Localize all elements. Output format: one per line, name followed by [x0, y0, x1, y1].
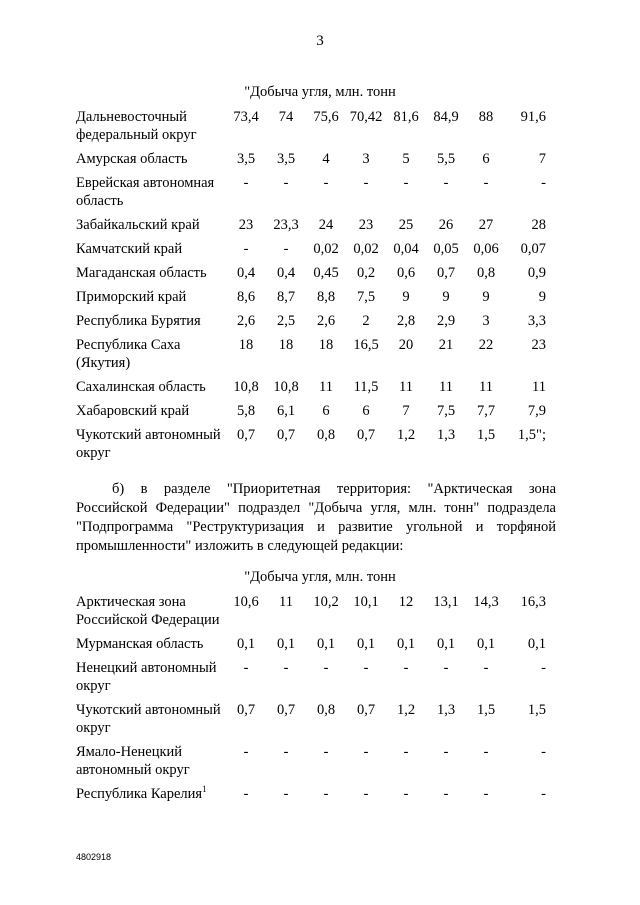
table-row	[76, 402, 548, 426]
value-cell: 0,7	[276, 702, 296, 718]
value-cell: -	[243, 175, 249, 191]
value-cell: 0,02	[353, 241, 379, 257]
value-cell: 0,4	[276, 265, 296, 281]
value-cell: 3,5	[236, 151, 256, 167]
value-cell: 0,1	[316, 636, 336, 652]
value-cell: 1,2	[396, 702, 416, 718]
value-cell: 10,2	[313, 594, 339, 610]
value-cell: 6	[362, 403, 370, 419]
value-cell: 7,5	[356, 289, 376, 305]
value-cell: 7	[538, 151, 546, 167]
value-cell: -	[363, 744, 369, 760]
value-cell: 0,7	[276, 427, 296, 443]
value-cell: -	[243, 744, 249, 760]
value-cell: -	[243, 241, 249, 257]
row-label: Дальневосточный федеральный округ	[76, 109, 197, 143]
value-cell: 16,3	[520, 594, 546, 610]
value-cell: -	[403, 744, 409, 760]
table-row	[76, 785, 548, 809]
value-cell: -	[483, 744, 489, 760]
row-label: Хабаровский край	[76, 403, 190, 419]
value-cell: 6	[482, 151, 490, 167]
row-label: Приморский край	[76, 289, 187, 305]
value-cell: 23,3	[273, 217, 299, 233]
value-cell: 0,7	[436, 265, 456, 281]
paragraph-line: промышленности" изложить в следующей редакции:	[76, 538, 404, 554]
table-row	[76, 108, 548, 150]
value-cell: -	[323, 744, 329, 760]
value-cell: -	[323, 786, 329, 802]
value-cell: 9	[482, 289, 490, 305]
amendment-paragraph	[76, 480, 556, 556]
value-cell: 12	[398, 594, 414, 610]
value-cell: 5,5	[436, 151, 456, 167]
value-cell: 23	[358, 217, 374, 233]
value-cell: 11,5	[353, 379, 379, 395]
value-cell: 3	[362, 151, 370, 167]
paragraph-line: Российской Федерации" подраздел "Добыча угля, млн. тонн" подраздела	[76, 500, 556, 516]
value-cell: 0,1	[527, 636, 546, 652]
row-label: Ненецкий автономный округ	[76, 660, 217, 694]
value-cell: -	[443, 175, 449, 191]
value-cell: 11	[479, 379, 493, 395]
value-cell: 11	[532, 379, 546, 395]
paragraph-line: "Подпрограмма "Реструктуризация и развитие угольной и торфяной	[76, 519, 556, 535]
value-cell: 11	[279, 594, 293, 610]
value-cell: -	[283, 744, 289, 760]
value-cell: 2,8	[396, 313, 416, 329]
value-cell: 27	[478, 217, 494, 233]
value-cell: -	[243, 786, 249, 802]
table-row	[76, 312, 548, 336]
value-cell: 23	[238, 217, 254, 233]
value-cell: 0,1	[276, 636, 296, 652]
value-cell: 8,8	[316, 289, 336, 305]
row-label: Республика Саха (Якутия)	[76, 337, 181, 371]
value-cell: 3,3	[527, 313, 546, 329]
document-id: 4802918	[76, 852, 112, 862]
value-cell: 73,4	[233, 109, 259, 125]
value-cell: 14,3	[473, 594, 499, 610]
value-cell: -	[283, 175, 289, 191]
value-cell: 0,02	[313, 241, 339, 257]
value-cell: 0,7	[236, 427, 256, 443]
value-cell: 70,42	[349, 109, 383, 125]
row-label: Мурманская область	[76, 636, 204, 652]
table1-heading: "Добыча угля, млн. тонн	[244, 84, 396, 100]
value-cell: -	[443, 786, 449, 802]
value-cell: -	[323, 660, 329, 676]
value-cell: 10,6	[233, 594, 259, 610]
value-cell: 18	[318, 337, 334, 353]
value-cell: -	[541, 786, 546, 802]
value-cell: 7,5	[436, 403, 456, 419]
footnote-mark: 1	[202, 784, 207, 795]
row-label: Ямало-Ненецкий автономный округ	[76, 744, 190, 778]
row-label: Арктическая зона Российской Федерации	[76, 594, 220, 628]
value-cell: 10,1	[353, 594, 379, 610]
value-cell: 2,6	[316, 313, 336, 329]
value-cell: 0,8	[316, 702, 336, 718]
table-row	[76, 216, 548, 240]
value-cell: -	[283, 241, 289, 257]
value-cell: 16,5	[353, 337, 379, 353]
value-cell: -	[403, 660, 409, 676]
value-cell: 2,6	[236, 313, 256, 329]
value-cell: 3,5	[276, 151, 296, 167]
value-cell: 18	[238, 337, 254, 353]
value-cell: 10,8	[233, 379, 259, 395]
table-row	[76, 635, 548, 659]
row-label: Амурская область	[76, 151, 188, 167]
table-row	[76, 288, 548, 312]
value-cell: 0,05	[433, 241, 459, 257]
value-cell: 0,7	[356, 427, 376, 443]
value-cell: 0,06	[473, 241, 499, 257]
value-cell: 1,3	[436, 702, 456, 718]
value-cell: -	[363, 660, 369, 676]
value-cell: 11	[439, 379, 453, 395]
value-cell: -	[363, 175, 369, 191]
value-cell: 81,6	[393, 109, 419, 125]
value-cell: -	[243, 660, 249, 676]
value-cell: 0,8	[476, 265, 496, 281]
value-cell: 10,8	[273, 379, 299, 395]
table-row	[76, 659, 548, 701]
value-cell: -	[483, 786, 489, 802]
value-cell: 0,07	[520, 241, 546, 257]
value-cell: 4	[322, 151, 330, 167]
value-cell: 0,7	[236, 702, 256, 718]
value-cell: 20	[398, 337, 414, 353]
value-cell: 18	[278, 337, 294, 353]
value-cell: 2,9	[436, 313, 456, 329]
value-cell: 0,4	[236, 265, 256, 281]
table-row	[76, 174, 548, 216]
paragraph-line: б) в разделе "Приоритетная территория: "Арктическая зона	[112, 481, 556, 497]
value-cell: 2	[362, 313, 370, 329]
row-label: Республика Карелия$^1$	[76, 784, 207, 802]
value-cell: -	[443, 660, 449, 676]
value-cell: 0,04	[393, 241, 419, 257]
value-cell: 0,1	[436, 636, 456, 652]
value-cell: 0,2	[356, 265, 376, 281]
value-cell: -	[283, 786, 289, 802]
value-cell: -	[483, 660, 489, 676]
table-row	[76, 701, 548, 743]
row-label: Еврейская автономная область	[76, 175, 215, 209]
value-cell: 22	[478, 337, 494, 353]
row-label: Забайкальский край	[76, 217, 200, 233]
value-cell: 5	[402, 151, 410, 167]
value-cell: 6	[322, 403, 330, 419]
value-cell: 28	[531, 217, 546, 233]
value-cell: 0,7	[356, 702, 376, 718]
table2-heading: "Добыча угля, млн. тонн	[244, 569, 396, 585]
table-row	[76, 743, 548, 785]
value-cell: 74	[278, 109, 294, 125]
value-cell: 1,5	[476, 427, 496, 443]
row-label: Чукотский автономный округ	[76, 702, 221, 736]
value-cell: 9	[442, 289, 450, 305]
value-cell: 0,9	[527, 265, 546, 281]
value-cell: 7,9	[527, 403, 546, 419]
value-cell: 24	[318, 217, 334, 233]
value-cell: 7	[402, 403, 410, 419]
value-cell: 9	[538, 289, 546, 305]
value-cell: -	[443, 744, 449, 760]
value-cell: -	[283, 660, 289, 676]
value-cell: 13,1	[433, 594, 459, 610]
value-cell: 3	[482, 313, 490, 329]
row-label: Сахалинская область	[76, 379, 206, 395]
value-cell: 0,1	[356, 636, 376, 652]
value-cell: 1,5	[476, 702, 496, 718]
coal-table-far-east	[76, 108, 548, 468]
value-cell: 21	[438, 337, 454, 353]
value-cell: 75,6	[313, 109, 339, 125]
value-cell: 0,1	[396, 636, 416, 652]
value-cell: 26	[438, 217, 454, 233]
table-row	[76, 150, 548, 174]
row-label: Республика Бурятия	[76, 313, 201, 329]
value-cell: 23	[531, 337, 546, 353]
table-row	[76, 426, 548, 468]
table-row	[76, 240, 548, 264]
table-row	[76, 336, 548, 378]
row-label: Магаданская область	[76, 265, 207, 281]
value-cell: -	[541, 660, 546, 676]
coal-table-arctic	[76, 593, 548, 809]
value-cell: 5,8	[236, 403, 256, 419]
value-cell: 84,9	[433, 109, 459, 125]
row-label: Камчатский край	[76, 241, 183, 257]
value-cell: 8,6	[236, 289, 256, 305]
value-cell: 11	[319, 379, 333, 395]
value-cell: -	[541, 744, 546, 760]
row-label: Чукотский автономный округ	[76, 427, 221, 461]
value-cell: 0,6	[396, 265, 416, 281]
value-cell: 0,1	[476, 636, 496, 652]
value-cell: 0,1	[236, 636, 256, 652]
value-cell: 9	[402, 289, 410, 305]
value-cell: -	[323, 175, 329, 191]
page-number: 3	[316, 33, 324, 49]
table-row	[76, 264, 548, 288]
value-cell: 0,8	[316, 427, 336, 443]
value-cell: 1,5";	[517, 427, 546, 443]
value-cell: 11	[399, 379, 413, 395]
value-cell: -	[541, 175, 546, 191]
value-cell: 1,2	[396, 427, 416, 443]
value-cell: 7,7	[476, 403, 496, 419]
value-cell: 1,5	[527, 702, 546, 718]
value-cell: -	[403, 786, 409, 802]
value-cell: 8,7	[276, 289, 296, 305]
value-cell: 6,1	[276, 403, 296, 419]
value-cell: 2,5	[276, 313, 296, 329]
value-cell: -	[363, 786, 369, 802]
value-cell: -	[483, 175, 489, 191]
value-cell: 25	[398, 217, 414, 233]
value-cell: 0,45	[313, 265, 339, 281]
value-cell: 88	[478, 109, 494, 125]
table-row	[76, 593, 548, 635]
value-cell: -	[403, 175, 409, 191]
value-cell: 91,6	[520, 109, 546, 125]
value-cell: 1,3	[436, 427, 456, 443]
table-row	[76, 378, 548, 402]
